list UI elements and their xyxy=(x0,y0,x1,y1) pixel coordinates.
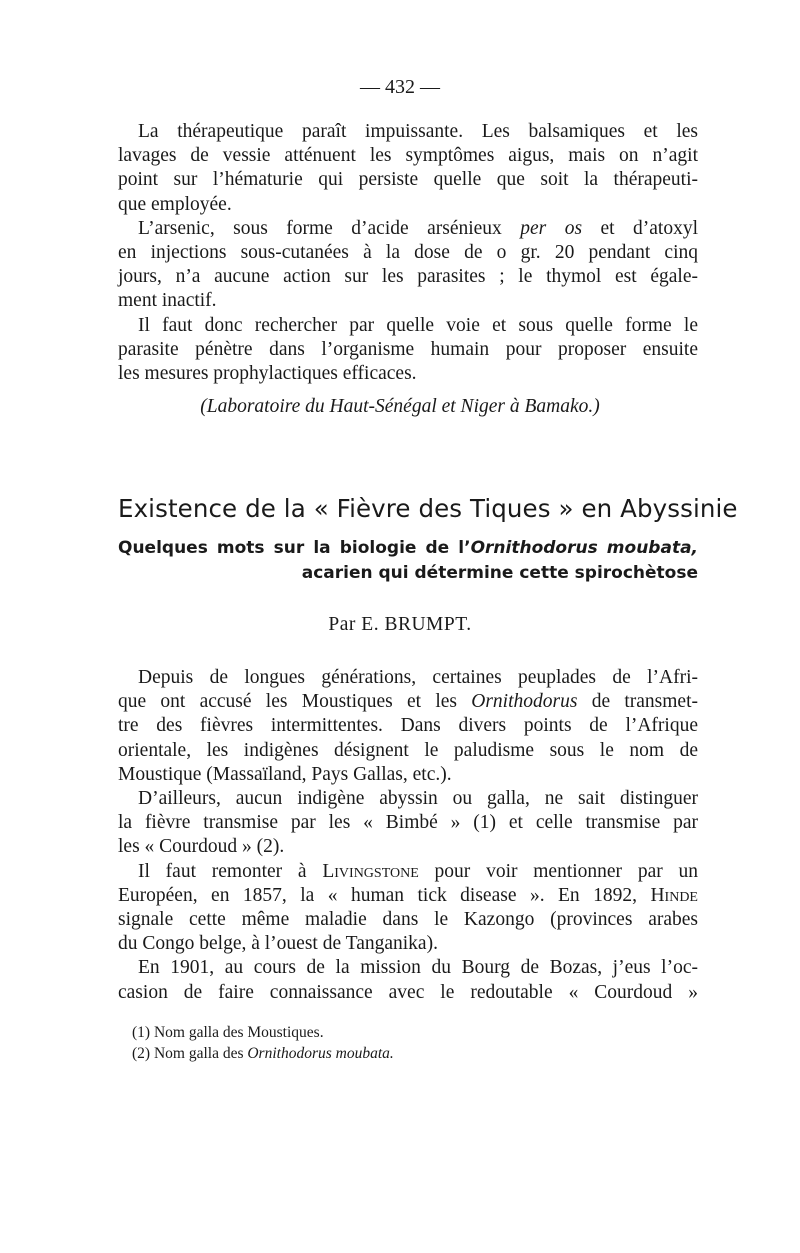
text-line: tre des fièvres intermittentes. Dans divers points de l’Afrique xyxy=(118,715,698,737)
text-line: parasite pénètre dans l’organisme humain pour proposer ensuite xyxy=(118,338,698,360)
text-line: que employée. xyxy=(118,193,232,215)
text-line: Il faut donc rechercher par quelle voie et sous quelle forme le xyxy=(138,314,698,336)
footnotes xyxy=(132,1022,692,1064)
text-line: D’ailleurs, aucun indigène abyssin ou galla, ne sait distinguer xyxy=(138,788,698,809)
text-line: que ont accusé les Moustiques et les Ornithodorus de transmet- xyxy=(118,691,698,713)
paragraph-therapeutique xyxy=(118,120,698,217)
paragraph-indigenes xyxy=(118,787,698,860)
species-name: Ornithodorus moubata. xyxy=(247,1045,394,1062)
text-line: ment inactif. xyxy=(118,290,217,312)
text-line: La thérapeutique paraît impuissante. Les balsamiques et les xyxy=(138,121,698,142)
paragraph-mission xyxy=(118,956,698,1004)
author-byline: Par E. BRUMPT. xyxy=(328,614,472,635)
text-line: Depuis de longues générations, certaines peuplades de l’Afri- xyxy=(138,667,698,688)
footnote-1: (1) Nom galla des Moustiques. xyxy=(132,1024,324,1041)
text-line: En 1901, au cours de la mission du Bourg de Bozas, j’eus l’oc- xyxy=(138,957,698,979)
author-name-livingstone: Livingstone xyxy=(322,860,419,882)
text-line: L’arsenic, sous forme d’acide arsénieux per os et d’atoxyl xyxy=(138,217,698,239)
author-name-hinde: Hinde xyxy=(650,884,698,906)
text-line: les mesures prophylactiques efficaces. xyxy=(118,362,417,384)
text-line: Moustique (Massaïland, Pays Gallas, etc.). xyxy=(118,763,452,785)
page-number: — 432 — xyxy=(360,76,440,98)
paragraph-generations xyxy=(118,666,698,787)
article-subtitle-line2: acarien qui détermine cette spirochètose xyxy=(301,563,698,583)
article-title: Existence de la « Fièvre des Tiques » en Abyssinie xyxy=(118,494,738,523)
paragraph-arsenic xyxy=(118,217,698,314)
genus-name: Ornithodorus xyxy=(471,691,578,713)
paragraph-conclusion xyxy=(118,314,698,387)
text-line: la fièvre transmise par les « Bimbé » (1) et celle transmise par xyxy=(118,812,698,834)
text-line: orientale, les indigènes désignent le paludisme sous le nom de xyxy=(118,739,698,761)
text-line: casion de faire connaissance avec le redoutable « Courdoud » xyxy=(118,981,698,1003)
text-line: point sur l’hématurie qui persiste quelle que soit la thérapeuti- xyxy=(118,169,698,191)
article-subtitle-line1: Quelques mots sur la biologie de l’Ornithodorus moubata, xyxy=(118,538,698,558)
text-line: Européen, en 1857, la « human tick disease ». En 1892, Hinde xyxy=(118,884,698,906)
paragraph-livingstone xyxy=(118,860,698,957)
footnote-2: (2) Nom galla des Ornithodorus moubata. xyxy=(132,1045,394,1062)
text-line: signale cette même maladie dans le Kazongo (provinces arabes xyxy=(118,908,698,930)
text-line: Il faut remonter à Livingstone pour voir mentionner par un xyxy=(138,860,698,882)
laboratory-credit: (Laboratoire du Haut-Sénégal et Niger à Bamako.) xyxy=(200,396,600,417)
text-line: du Congo belge, à l’ouest de Tanganika). xyxy=(118,933,438,955)
text-line: jours, n’a aucune action sur les parasites ; le thymol est égale- xyxy=(118,266,698,288)
text-line: lavages de vessie atténuent les symptômes aigus, mais on n’agit xyxy=(118,145,698,167)
text-line: les « Courdoud » (2). xyxy=(118,836,285,858)
text-line: en injections sous-cutanées à la dose de o gr. 20 pendant cinq xyxy=(118,241,698,263)
latin-term: per os xyxy=(520,217,583,239)
species-name: Ornithodorus moubata, xyxy=(470,538,698,558)
